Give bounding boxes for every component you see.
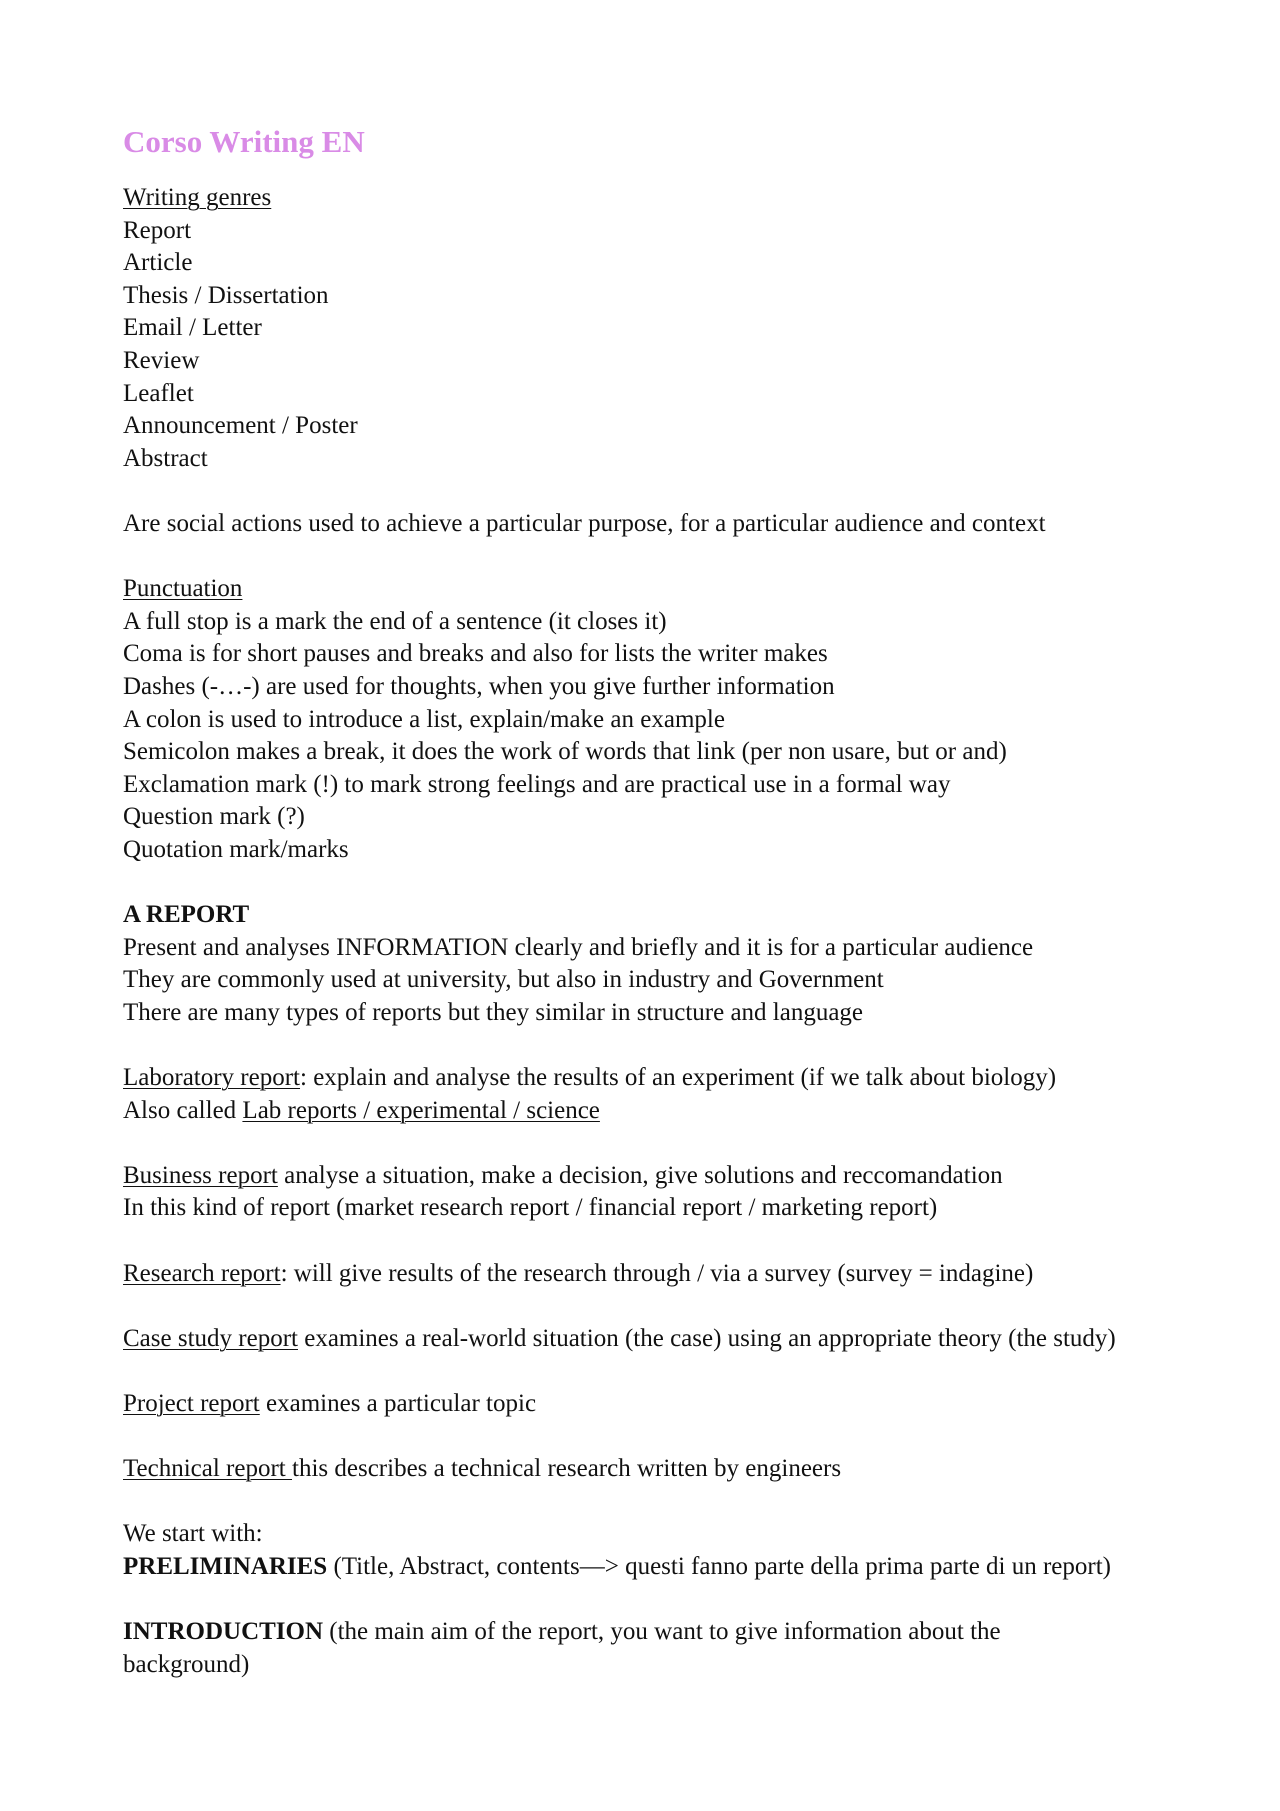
paragraph-gap xyxy=(123,1225,1203,1258)
preliminaries-label: PRELIMINARIES xyxy=(123,1552,328,1580)
research-report-label: Research report xyxy=(123,1259,281,1287)
laboratory-report-text: : explain and analyse the results of an experiment (if we talk about biology) xyxy=(300,1064,1057,1092)
punctuation-item: Coma is for short pauses and breaks and also for lists the writer makes xyxy=(123,640,828,668)
genre-item: Report xyxy=(123,216,192,244)
paragraph-gap xyxy=(123,475,1203,508)
genres-definition: Are social actions used to achieve a particular purpose, for a particular audience and context xyxy=(123,509,1046,537)
laboratory-also-line xyxy=(123,1095,1203,1128)
technical-report-text: this describes a technical research written by engineers xyxy=(292,1455,842,1483)
report-heading: A REPORT xyxy=(123,901,250,929)
document-body xyxy=(123,118,1203,1681)
laboratory-report-label: Laboratory report xyxy=(123,1064,301,1092)
business-report-text: analyse a situation, make a decision, give solutions and reccomandation xyxy=(277,1161,1003,1189)
project-report-label: Project report xyxy=(123,1389,260,1417)
genre-item: Leaflet xyxy=(123,379,194,407)
laboratory-also-prefix: Also called xyxy=(123,1096,243,1124)
genre-item: Article xyxy=(123,249,193,277)
genre-item: Email / Letter xyxy=(123,314,262,342)
paragraph-gap xyxy=(123,1127,1203,1160)
paragraph-gap xyxy=(123,541,1203,574)
paragraph-gap xyxy=(123,1584,1203,1617)
structure-intro: We start with: xyxy=(123,1520,263,1548)
preliminaries-text: (Title, Abstract, contents—> questi fanno parte della prima parte di un report) xyxy=(327,1552,1112,1580)
genre-item: Announcement / Poster xyxy=(123,412,358,440)
report-line: They are commonly used at university, but also in industry and Government xyxy=(123,966,884,994)
genres-heading: Writing genres xyxy=(123,184,272,211)
business-report-line xyxy=(123,1160,1203,1193)
paragraph-gap xyxy=(123,1421,1203,1454)
genre-item: Review xyxy=(123,346,200,374)
report-line: Present and analyses INFORMATION clearly and briefly and it is for a particular audience xyxy=(123,933,1034,961)
paragraph-gap xyxy=(123,1486,1203,1519)
punctuation-item: A colon is used to introduce a list, explain/make an example xyxy=(123,705,725,733)
paragraph-gap xyxy=(123,1029,1203,1062)
laboratory-also-names: Lab reports / experimental / science xyxy=(242,1096,600,1124)
research-report-line xyxy=(123,1258,1203,1291)
introduction-label: INTRODUCTION xyxy=(123,1618,324,1646)
punctuation-item: Quotation mark/marks xyxy=(123,835,349,863)
punctuation-item: Question mark (?) xyxy=(123,803,305,831)
case-study-report-text: examines a real-world situation (the case) using an appropriate theory (the study) xyxy=(297,1324,1116,1352)
genre-item: Thesis / Dissertation xyxy=(123,281,329,309)
technical-report-label: Technical report xyxy=(123,1455,292,1483)
case-study-report-label: Case study report xyxy=(123,1324,298,1352)
project-report-line xyxy=(123,1388,1203,1421)
preliminaries-line xyxy=(123,1551,1203,1584)
document-title: Corso Writing EN xyxy=(123,124,365,159)
punctuation-item: Exclamation mark (!) to mark strong feelings and are practical use in a formal way xyxy=(123,770,951,798)
punctuation-item: Dashes (-…-) are used for thoughts, when you give further information xyxy=(123,672,835,700)
technical-report-line xyxy=(123,1453,1203,1486)
laboratory-report-line xyxy=(123,1062,1203,1095)
report-line: There are many types of reports but they similar in structure and language xyxy=(123,998,864,1026)
case-study-report-line xyxy=(123,1323,1203,1356)
paragraph-gap xyxy=(123,866,1203,899)
project-report-text: examines a particular topic xyxy=(259,1389,537,1417)
introduction-text: (the main aim of the report, you want to give information about the background) xyxy=(123,1618,1001,1678)
punctuation-item: A full stop is a mark the end of a sentence (it closes it) xyxy=(123,607,667,635)
research-report-text: : will give results of the research through / via a survey (survey = indagine) xyxy=(280,1259,1034,1287)
paragraph-gap xyxy=(123,1355,1203,1388)
punctuation-heading: Punctuation xyxy=(123,575,243,603)
introduction-line xyxy=(123,1616,1083,1681)
business-report-line2: In this kind of report (market research report / financial report / marketing report) xyxy=(123,1194,938,1222)
genre-item: Abstract xyxy=(123,444,208,472)
paragraph-gap xyxy=(123,1290,1203,1323)
business-report-label: Business report xyxy=(123,1161,278,1189)
punctuation-item: Semicolon makes a break, it does the work of words that link (per non usare, but or and) xyxy=(123,738,1007,766)
